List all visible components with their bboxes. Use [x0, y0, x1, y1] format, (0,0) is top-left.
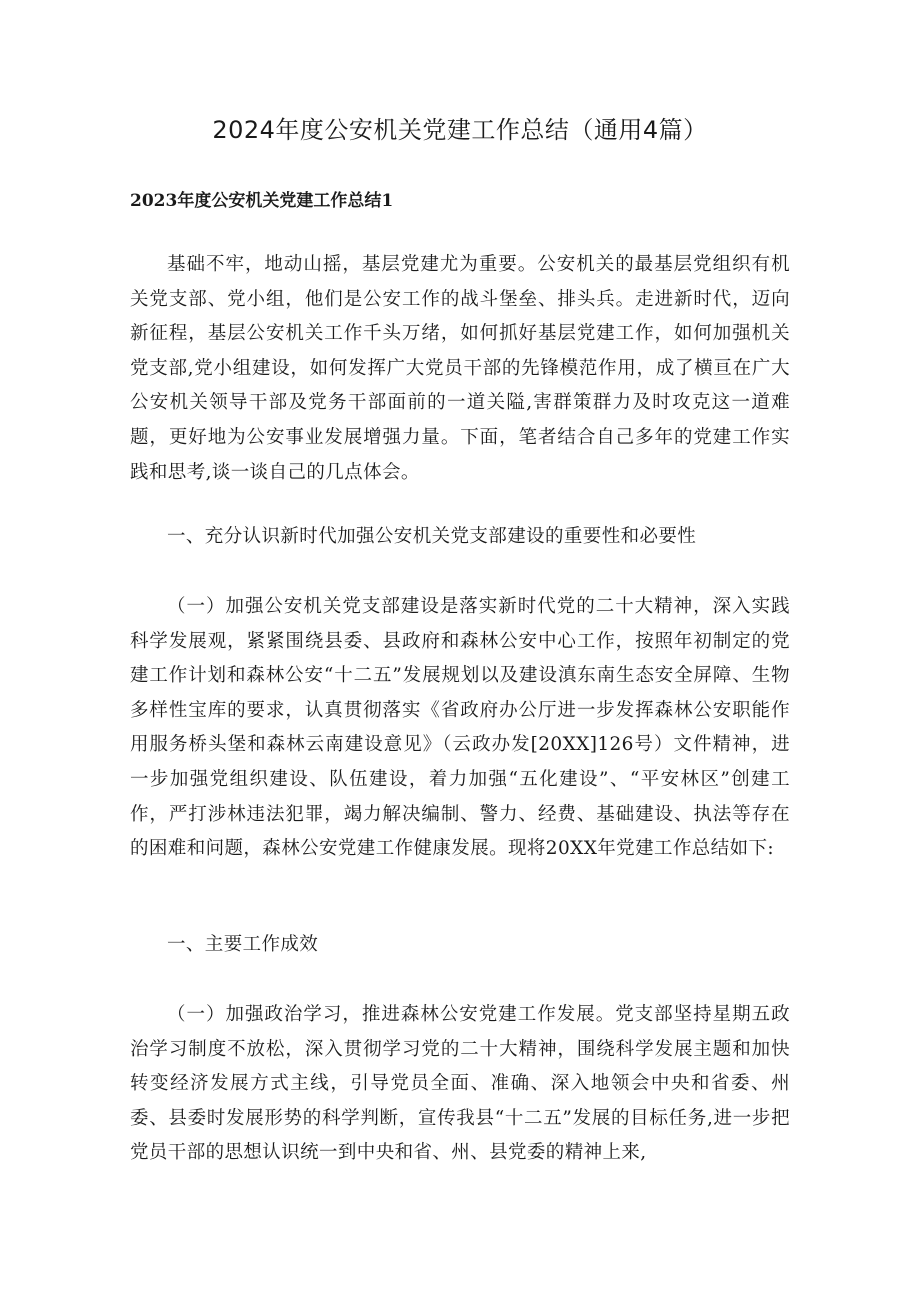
section-paragraph-importance: （一）加强公安机关党支部建设是落实新时代党的二十大精神，深入实践科学发展观，紧紧围绕县委、县政府和森林公安中心工作，按照年初制定的党建工作计划和森林公安“十二五”发展规划以及建设滇东南生态安全屏障、生物多样性宝库的要求，认真贯彻落实《省政府办公厅进一步发挥森林公安职能作用服务桥头堡和森林云南建设意见》（云政办发[20XX]126号）文件精神，进一步加强党组织建设、队伍建设，着力加强“五化建设”、“平安林区”创建工作，严打涉林违法犯罪，竭力解决编制、警力、经费、基础建设、执法等存在的困难和问题，森林公安党建工作健康发展。现将20XX年党建工作总结如下:	[130, 596, 790, 860]
section-heading-importance: 一、充分认识新时代加强公安机关党支部建设的重要性和必要性	[167, 526, 697, 547]
intro-paragraph: 基础不牢，地动山摇，基层党建尤为重要。公安机关的最基层党组织有机关党支部、党小组，他们是公安工作的战斗堡垒、排头兵。走进新时代，迈向新征程，基层公安机关工作千头万绪，如何抓好基层党建工作，如何加强机关党支部,党小组建设，如何发挥广大党员干部的先锋模范作用，成了横亘在广大公安机关领导干部及党务干部面前的一道关隘,害群策群力及时攻克这一道难题，更好地为公安事业发展增强力量。下面，笔者结合自己多年的党建工作实践和思考,谈一谈自己的几点体会。	[130, 254, 790, 483]
section-paragraph-achievements: （一）加强政治学习，推进森林公安党建工作发展。党支部坚持星期五政治学习制度不放松，深入贯彻学习党的二十大精神，围绕科学发展主题和加快转变经济发展方式主线，引导党员全面、准确、深入地领会中央和省委、州委、县委时发展形势的科学判断，宣传我县“十二五”发展的目标任务,进一步把党员干部的思想认识统一到中央和省、州、县党委的精神上来,	[130, 1004, 790, 1164]
document-title: 2024年度公安机关党建工作总结（通用4篇）	[212, 116, 708, 144]
article-subtitle: 2023年度公安机关党建工作总结1	[130, 191, 394, 211]
section-heading-achievements: 一、主要工作成效	[167, 934, 319, 955]
